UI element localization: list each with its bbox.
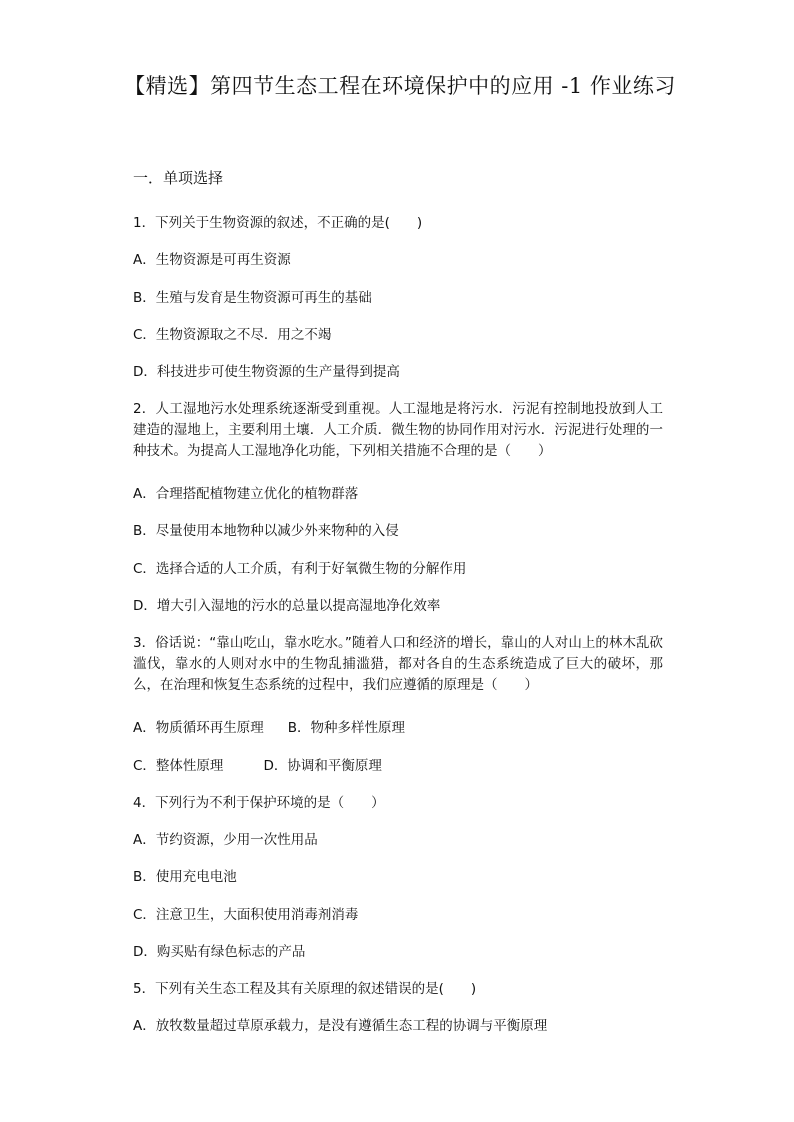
question-5-stem: 5．下列有关生态工程及其有关原理的叙述错误的是( ) [133,981,477,997]
question-4-option-c: C．注意卫生，大面积使用消毒剂消毒 [133,907,359,923]
question-3-option-d: D．协调和平衡原理 [263,758,382,774]
question-2-stem: 2．人工湿地污水处理系统逐渐受到重视。人工湿地是将污水．污泥有控制地投放到人工建造的湿地上，主要利用土壤．人工介质．微生物的协同作用对污水．污泥进行处理的一种技术。为提高人工湿地净化功能，下列相关措施不合理的是（ ） [133,401,663,459]
question-3-options-row-1 [133,718,405,738]
question-1-option-c: C．生物资源取之不尽．用之不竭 [133,327,332,343]
question-3-options-row-2 [133,756,382,776]
section-heading: 一．单项选择 [133,169,224,187]
question-4-option-b: B．使用充电电池 [133,869,237,885]
question-5-option-a: A．放牧数量超过草原承载力，是没有遵循生态工程的协调与平衡原理 [133,1018,548,1034]
question-2-option-c: C．选择合适的人工介质，有利于好氧微生物的分解作用 [133,561,467,577]
question-4-option-a: A．节约资源，少用一次性用品 [133,832,318,848]
question-1-option-b: B．生殖与发育是生物资源可再生的基础 [133,290,372,306]
question-1-stem: 1．下列关于生物资源的叙述，不正确的是( ) [133,215,423,231]
question-1-option-d: D．科技进步可使生物资源的生产量得到提高 [133,364,400,380]
question-2-option-d: D．增大引入湿地的污水的总量以提高湿地净化效率 [133,598,441,614]
question-4-stem: 4．下列行为不利于保护环境的是（ ） [133,795,385,811]
question-2-option-b: B．尽量使用本地物种以减少外来物种的入侵 [133,523,399,539]
question-4-option-d: D．购买贴有绿色标志的产品 [133,944,306,960]
question-3-option-a: A．物质循环再生原理 [133,720,264,736]
document-title: 【精选】第四节生态工程在环境保护中的应用 -1 作业练习 [124,74,676,98]
question-1-option-a: A．生物资源是可再生资源 [133,252,291,268]
question-2-option-a: A．合理搭配植物建立优化的植物群落 [133,486,359,502]
question-3-option-c: C．整体性原理 [133,758,224,774]
question-3-option-b: B．物种多样性原理 [287,720,406,736]
question-3-stem: 3．俗话说：“靠山吃山，靠水吃水。”随着人口和经济的增长，靠山的人对山上的林木乱砍滥伐，靠水的人则对水中的生物乱捕滥猎，都对各自的生态系统造成了巨大的破坏，那么，在治理和恢复生态系统的过程中，我们应遵循的原理是（ ） [133,635,663,693]
